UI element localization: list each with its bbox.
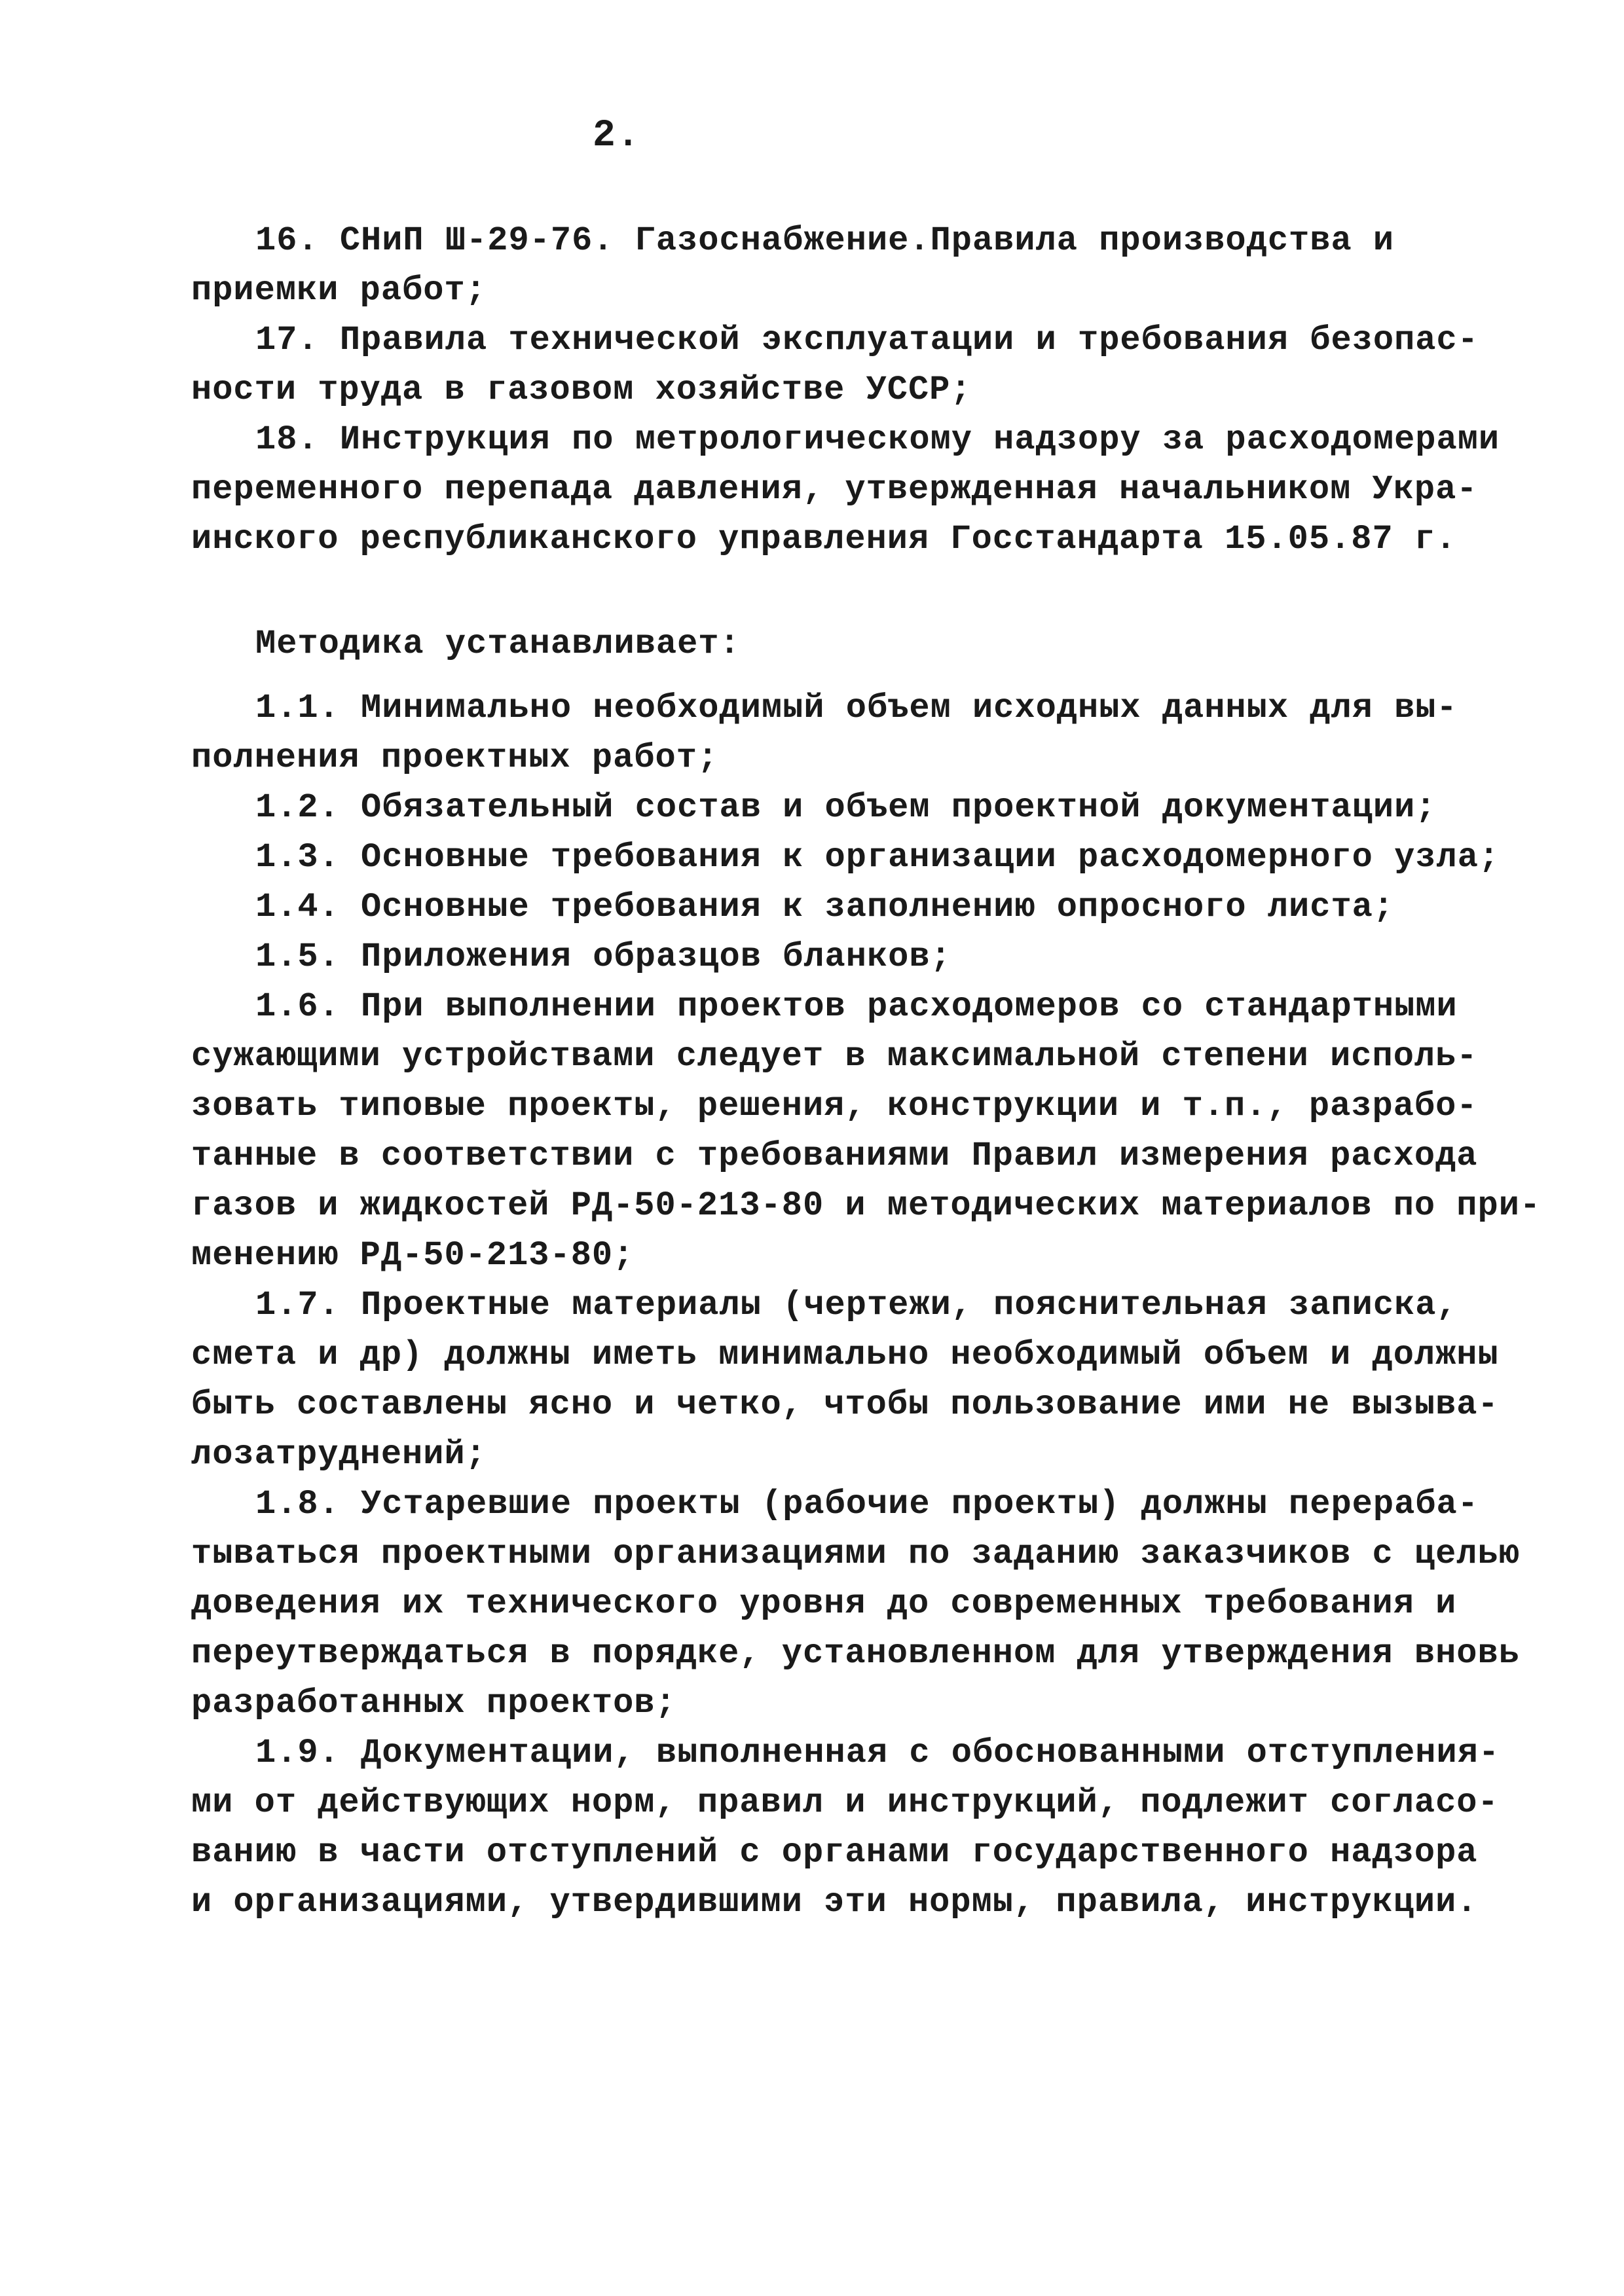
text-line: 1.2. Обязательный состав и объем проектной документации; <box>255 788 1437 827</box>
text-line: 1.7. Проектные материалы (чертежи, пояснительная записка, <box>255 1286 1458 1324</box>
text-line: 1.5. Приложения образцов бланков; <box>255 938 951 976</box>
page-number: 2. <box>593 115 641 157</box>
text-line: 1.9. Документации, выполненная с обоснованными отступления- <box>255 1734 1500 1772</box>
item-1-5 <box>191 932 1488 982</box>
text-line: зовать типовые проекты, решения, конструкции и т.п., разрабо- <box>191 1087 1478 1125</box>
item-1-7 <box>191 1281 1499 1480</box>
text-line: лозатруднений; <box>191 1435 487 1474</box>
text-line: ми от действующих норм, правил и инструкций, подлежит согласо- <box>191 1783 1499 1822</box>
text-line: 1.4. Основные требования к заполнению опросного листа; <box>255 888 1395 926</box>
reference-17 <box>191 316 1488 415</box>
text-line: полнения проектных работ; <box>191 738 719 777</box>
text-line: доведения их технического уровня до современных требования и <box>191 1584 1457 1623</box>
reference-16 <box>191 216 1488 316</box>
item-1-8 <box>191 1480 1520 1728</box>
text-line: 1.1. Минимально необходимый объем исходных данных для вы- <box>255 689 1458 727</box>
text-line: 1.6. При выполнении проектов расходомеров со стандартными <box>255 987 1458 1026</box>
item-1-1 <box>191 683 1488 783</box>
item-1-4 <box>191 883 1488 932</box>
text-line: 1.3. Основные требования к организации расходомерного узла; <box>255 838 1500 877</box>
item-1-6 <box>191 982 1541 1281</box>
text-line: 18. Инструкция по метрологическому надзору за расходомерами <box>255 420 1500 459</box>
text-line: газов и жидкостей РД-50-213-80 и методических материалов по при- <box>191 1186 1541 1225</box>
text-line: 17. Правила технической эксплуатации и требования безопас- <box>255 321 1479 359</box>
text-line: ванию в части отступлений с органами государственного надзора <box>191 1833 1478 1872</box>
text-line: менению РД-50-213-80; <box>191 1236 635 1275</box>
text-line: 16. СНиП Ш-29-76. Газоснабжение.Правила производства и <box>255 221 1395 260</box>
text-line: смета и др) должны иметь минимально необходимый объем и должны <box>191 1336 1499 1374</box>
text-line: быть составлены ясно и четко, чтобы пользование ими не вызыва- <box>191 1385 1499 1424</box>
text-line: 1.8. Устаревшие проекты (рабочие проекты) должны перераба- <box>255 1485 1479 1523</box>
spacer <box>191 564 1488 619</box>
text-line: переутверждаться в порядке, установленном для утверждения вновь <box>191 1634 1520 1673</box>
spacer <box>191 669 1488 683</box>
item-1-3 <box>191 833 1500 883</box>
text-line: приемки работ; <box>191 271 487 310</box>
text-line: тываться проектными организациями по заданию заказчиков с целью <box>191 1535 1520 1573</box>
document-body <box>191 216 1541 1927</box>
text-line: разработанных проектов; <box>191 1684 676 1722</box>
text-line: переменного перепада давления, утвержденная начальником Укра- <box>191 470 1478 509</box>
text-line: и организациями, утвердившими эти нормы, правила, инструкции. <box>191 1883 1478 1922</box>
text-line: ности труда в газовом хозяйстве УССР; <box>191 371 972 409</box>
text-line: сужающими устройствами следует в максимальной степени исполь- <box>191 1037 1478 1076</box>
text-line: танные в соответствии с требованиями Правил измерения расхода <box>191 1137 1478 1175</box>
text-line: инского республиканского управления Госстандарта 15.05.87 г. <box>191 520 1457 558</box>
item-1-2 <box>191 783 1488 833</box>
reference-18 <box>191 415 1500 564</box>
item-1-9 <box>191 1728 1500 1927</box>
section-intro: Методика устанавливает: <box>255 625 741 663</box>
